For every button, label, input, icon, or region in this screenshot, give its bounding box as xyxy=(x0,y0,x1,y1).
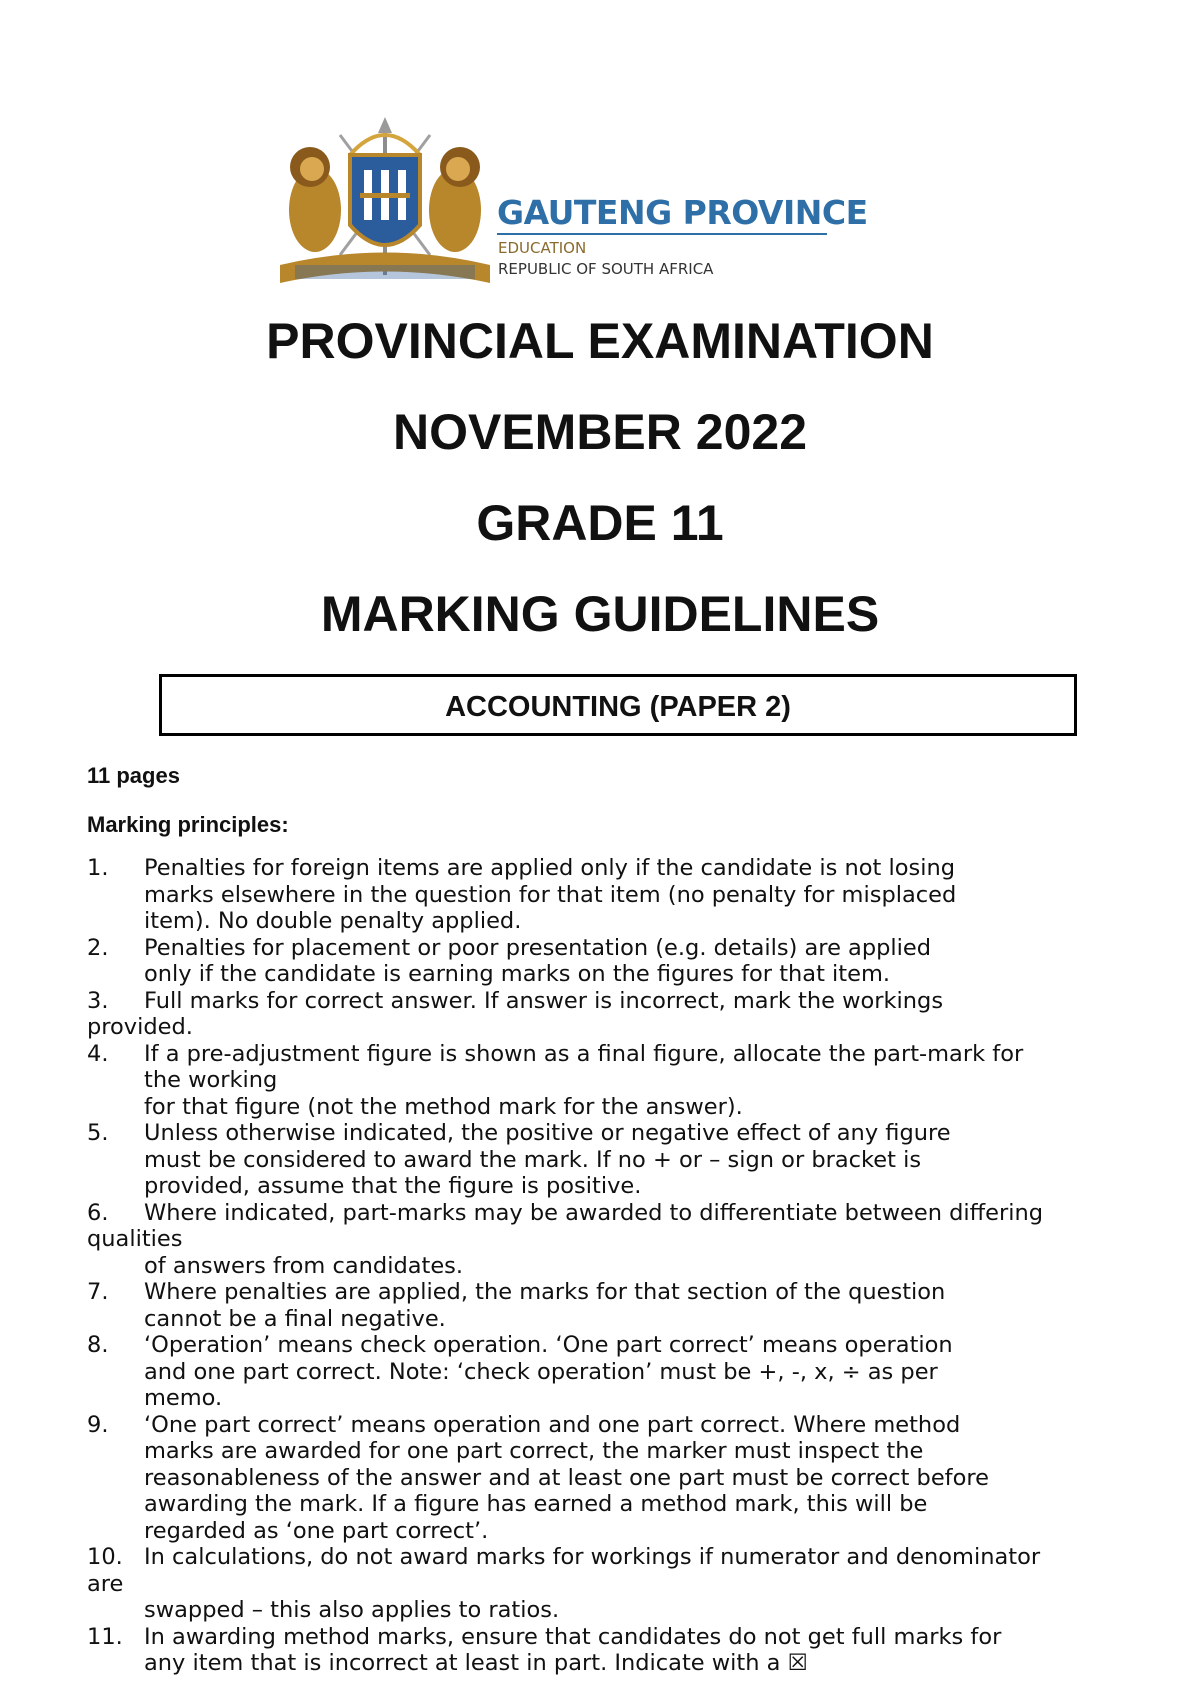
subject-box xyxy=(159,674,1077,736)
list-item xyxy=(87,1412,1127,1545)
list-item-text-line: provided, assume that the figure is positive. xyxy=(144,1173,642,1199)
list-item-text-line: memo. xyxy=(144,1385,223,1411)
list-item-text-line: If a pre-adjustment figure is shown as a final figure, allocate the part-mark for xyxy=(144,1040,1024,1067)
list-item-number: 2. xyxy=(87,934,109,961)
list-item-number: 5. xyxy=(87,1120,109,1146)
list-item-number: 8. xyxy=(87,1332,109,1358)
list-item-text-line: ‘Operation’ means check operation. ‘One part correct’ means operation xyxy=(144,1332,953,1358)
list-item-text-line: the working xyxy=(144,1067,278,1093)
list-item xyxy=(87,935,1127,988)
document-type: MARKING GUIDELINES xyxy=(320,586,880,642)
subject-title: ACCOUNTING (PAPER 2) xyxy=(445,691,791,723)
list-item xyxy=(87,1200,1127,1280)
list-item-text-line: Where penalties are applied, the marks for that section of the question xyxy=(144,1279,946,1305)
list-item-text-line: swapped – this also applies to ratios. xyxy=(144,1597,560,1623)
list-item xyxy=(87,1279,1127,1332)
list-item-number: 3. xyxy=(87,987,109,1014)
logo-title: GAUTENG PROVINCE xyxy=(497,193,868,232)
list-item-text-line: qualities xyxy=(87,1226,183,1252)
exam-grade: GRADE 11 xyxy=(476,495,724,551)
principles-heading: Marking principles: xyxy=(87,812,289,837)
logo-divider xyxy=(497,233,827,235)
coat-of-arms-icon xyxy=(270,115,500,300)
list-item-number: 1. xyxy=(87,855,109,881)
list-item-text-line: regarded as ‘one part correct’. xyxy=(144,1517,489,1544)
list-item-text-line: item). No double penalty applied. xyxy=(144,908,522,934)
list-item-text-line: any item that is incorrect at least in part. Indicate with a ☒ xyxy=(144,1650,808,1676)
list-item-text-line: only if the candidate is earning marks on the figures for that item. xyxy=(144,961,891,987)
list-item-text-line: for that figure (not the method mark for the answer). xyxy=(144,1093,743,1120)
list-item-text-line: must be considered to award the mark. If no + or – sign or bracket is xyxy=(144,1146,922,1173)
list-item-text-line: of answers from candidates. xyxy=(144,1252,464,1279)
list-item xyxy=(87,1624,1127,1677)
list-item-text-line: ‘One part correct’ means operation and one part correct. Where method xyxy=(144,1411,961,1438)
list-item-text-line: Unless otherwise indicated, the positive or negative effect of any figure xyxy=(144,1120,951,1146)
list-item xyxy=(87,988,1127,1041)
list-item-text-line: provided. xyxy=(87,1014,193,1040)
list-item-text-line: Penalties for foreign items are applied only if the candidate is not losing xyxy=(144,855,956,881)
list-item-number: 10. xyxy=(87,1544,123,1570)
list-item-number: 7. xyxy=(87,1279,109,1305)
list-item xyxy=(87,1120,1127,1200)
list-item-text-line: reasonableness of the answer and at least one part must be correct before xyxy=(144,1464,989,1491)
list-item-text-line: In calculations, do not award marks for workings if numerator and denominator xyxy=(144,1544,1041,1570)
list-item-text-line: Full marks for correct answer. If answer is incorrect, mark the workings xyxy=(144,987,944,1014)
list-item-number: 9. xyxy=(87,1411,109,1438)
list-item-text-line: In awarding method marks, ensure that candidates do not get full marks for xyxy=(144,1623,1002,1650)
exam-date: NOVEMBER 2022 xyxy=(392,404,808,460)
list-item-text-line: cannot be a final negative. xyxy=(144,1305,446,1332)
list-item-number: 6. xyxy=(87,1199,109,1226)
logo-country: REPUBLIC OF SOUTH AFRICA xyxy=(498,260,714,278)
list-item-number: 4. xyxy=(87,1040,109,1067)
list-item-text-line: and one part correct. Note: ‘check operation’ must be +, -, x, ÷ as per xyxy=(144,1358,938,1385)
list-item xyxy=(87,855,1127,935)
exam-title: PROVINCIAL EXAMINATION xyxy=(266,313,934,369)
list-item xyxy=(87,1041,1127,1121)
list-item-text-line: awarding the mark. If a figure has earned a method mark, this will be xyxy=(144,1491,928,1517)
list-item-text-line: Penalties for placement or poor presentation (e.g. details) are applied xyxy=(144,934,932,961)
list-item xyxy=(87,1544,1127,1624)
list-item-text-line: marks elsewhere in the question for that item (no penalty for misplaced xyxy=(144,881,957,908)
list-item-text-line: are xyxy=(87,1570,124,1597)
list-item-text-line: marks are awarded for one part correct, the marker must inspect the xyxy=(144,1438,924,1464)
page-count: 11 pages xyxy=(87,763,180,788)
list-item-text-line: Where indicated, part-marks may be awarded to differentiate between differing xyxy=(144,1199,1044,1226)
list-item-number: 11. xyxy=(87,1623,123,1650)
logo-department: EDUCATION xyxy=(498,239,587,257)
list-item xyxy=(87,1332,1127,1412)
gauteng-logo xyxy=(270,115,870,300)
principles-list xyxy=(87,855,1127,1677)
